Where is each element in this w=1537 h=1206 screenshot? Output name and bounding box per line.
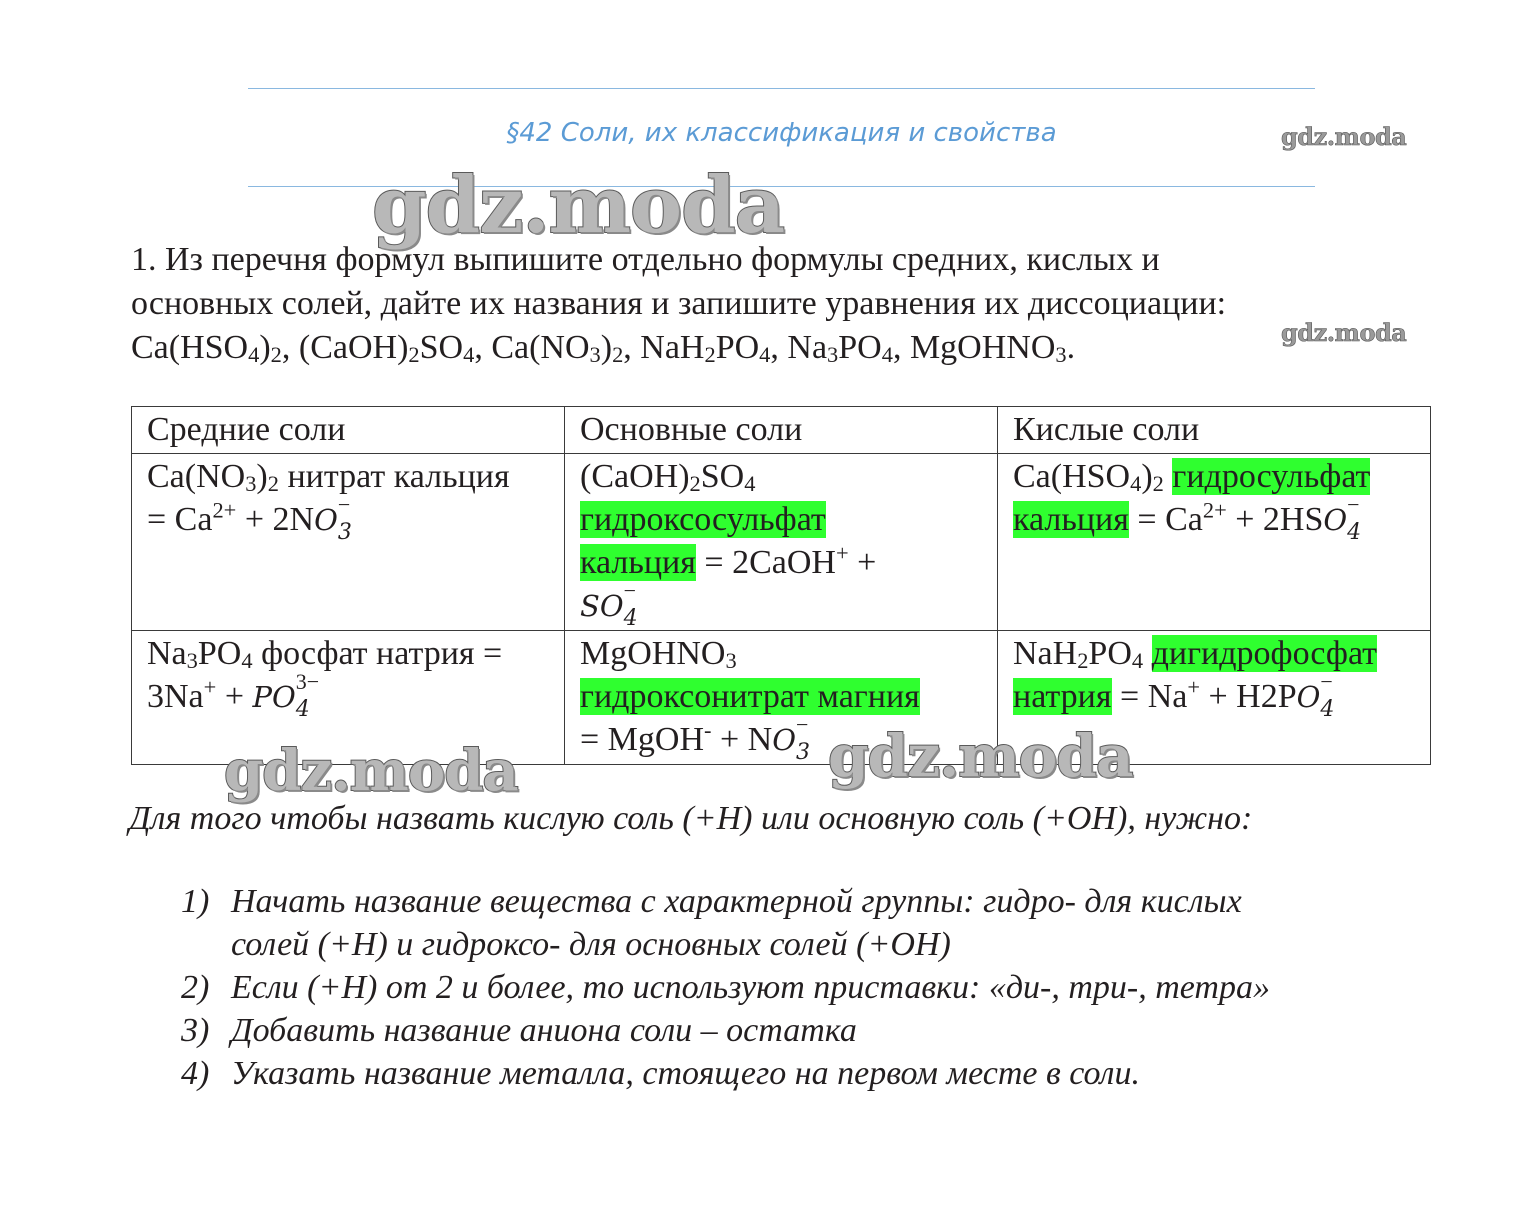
watermark-medium: gdz.moda [224,738,518,804]
list-item: 2) Если (+H) от 2 и более, то используют приставки: «ди-, три-, тетра» [181,969,1270,1006]
highlighted-name: кальция [580,544,696,581]
highlighted-name: натрия [1013,678,1112,715]
task-line: основных солей, дайте их названия и запишите уравнения их диссоциации: [131,285,1227,322]
table-cell: $NaH_2PO_4$ дигидрофосфат натрия = Na+ + H2PO − 4 [998,631,1431,765]
list-item: 1) Начать название вещества с характерной группы: гидро- для кислых солей (+H) и гидроксо- для основных солей (+OH) [181,883,1242,963]
watermark-large: gdz.moda [372,160,785,251]
task-statement [131,238,1401,370]
table-cell: MgOHNO$_3$ гидроксонитрат магния = MgOH- + NO − 3 [565,631,998,765]
task-line: 1. Из перечня формул выпишите отдельно формулы средних, кислых и [131,241,1160,278]
salts-table [131,406,1431,765]
table-header-row [132,407,1431,454]
table-cell: $(CaOH)_2SO_4$ гидроксосульфат кальция = 2CaOH+ + SO − 4 [565,454,998,631]
highlighted-name: гидросульфат [1172,458,1371,495]
rule-intro: Для того чтобы назвать кислую соль (+H) или основную соль (+OH), нужно: [129,800,1253,837]
watermark-small: gdz.moda [1281,318,1407,347]
highlighted-name: гидроксосульфат [580,501,826,538]
watermark-medium: gdz.moda [828,722,1133,790]
table-cell: $Ca(HSO_4)_2$ гидросульфат кальция = $Ca^{2+} + 2HSO$ − 4 [998,454,1431,631]
watermark-small: gdz.moda [1281,122,1407,151]
naming-rules-list [181,880,1411,1095]
table-cell: $Na_3PO_4$ фосфат натрия = 3Na+ + PO 3− 4 [132,631,565,765]
table-row [132,454,1431,631]
list-item: 3) Добавить название аниона соли – остатка [181,1012,857,1049]
column-header: Основные соли [565,407,998,454]
task-formulas: $Ca(HSO_4)_2$, $(CaOH)_2SO_4$, $Ca(NO_3)_2$, $NaH_2PO_4$, $Na_3PO_4$, MgOHNO$_3$. [131,329,1076,368]
table-cell: $Ca(NO_3)_2$ нитрат кальция = $Ca^{2+} + 2NO$ − 3 [132,454,565,631]
column-header: Кислые соли [998,407,1431,454]
highlighted-name: гидроксонитрат магния [580,678,920,715]
column-header: Средние соли [132,407,565,454]
highlighted-name: кальция [1013,501,1129,538]
highlighted-name: дигидрофосфат [1151,635,1378,672]
page-title: §42 Соли, их классификация и свойства [506,118,1057,148]
list-item: 4) Указать название металла, стоящего на первом месте в соли. [181,1055,1140,1092]
header-rule-top [248,88,1315,89]
